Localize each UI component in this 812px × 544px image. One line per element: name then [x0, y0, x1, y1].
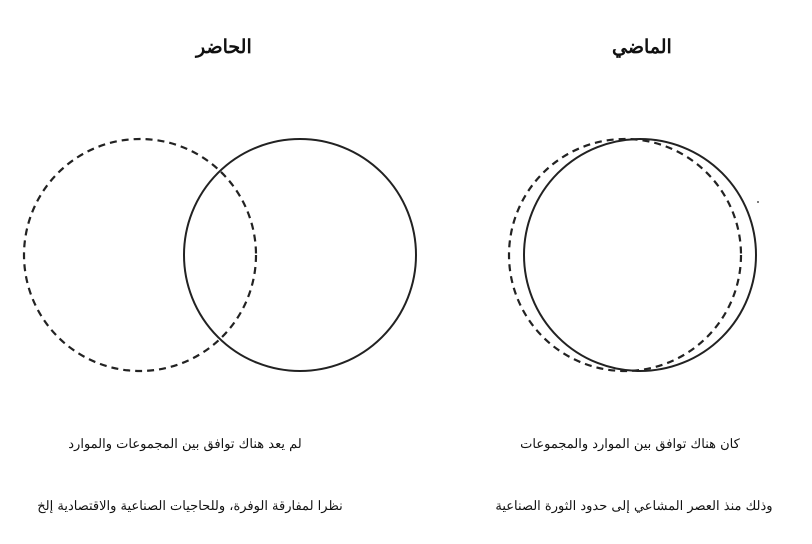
present-caption-line2: نظرا لمفارقة الوفرة، وللحاجيات الصناعية والاقتصادية إلخ — [37, 499, 343, 514]
stray-dot — [757, 201, 759, 203]
present-diagram — [24, 139, 416, 371]
past-dashed-circle — [509, 139, 741, 371]
past-diagram — [509, 139, 756, 371]
past-title: الماضي — [612, 36, 672, 58]
past-caption-line2: وذلك منذ العصر المشاعي إلى حدود الثورة الصناعية — [495, 499, 773, 514]
present-dashed-circle — [24, 139, 256, 371]
past-solid-circle — [524, 139, 756, 371]
present-caption-line1: لم يعد هناك توافق بين المجموعات والموارد — [68, 437, 302, 452]
present-title: الحاضر — [196, 36, 252, 58]
present-solid-circle — [184, 139, 416, 371]
past-caption-line1: كان هناك توافق بين الموارد والمجموعات — [520, 437, 740, 452]
